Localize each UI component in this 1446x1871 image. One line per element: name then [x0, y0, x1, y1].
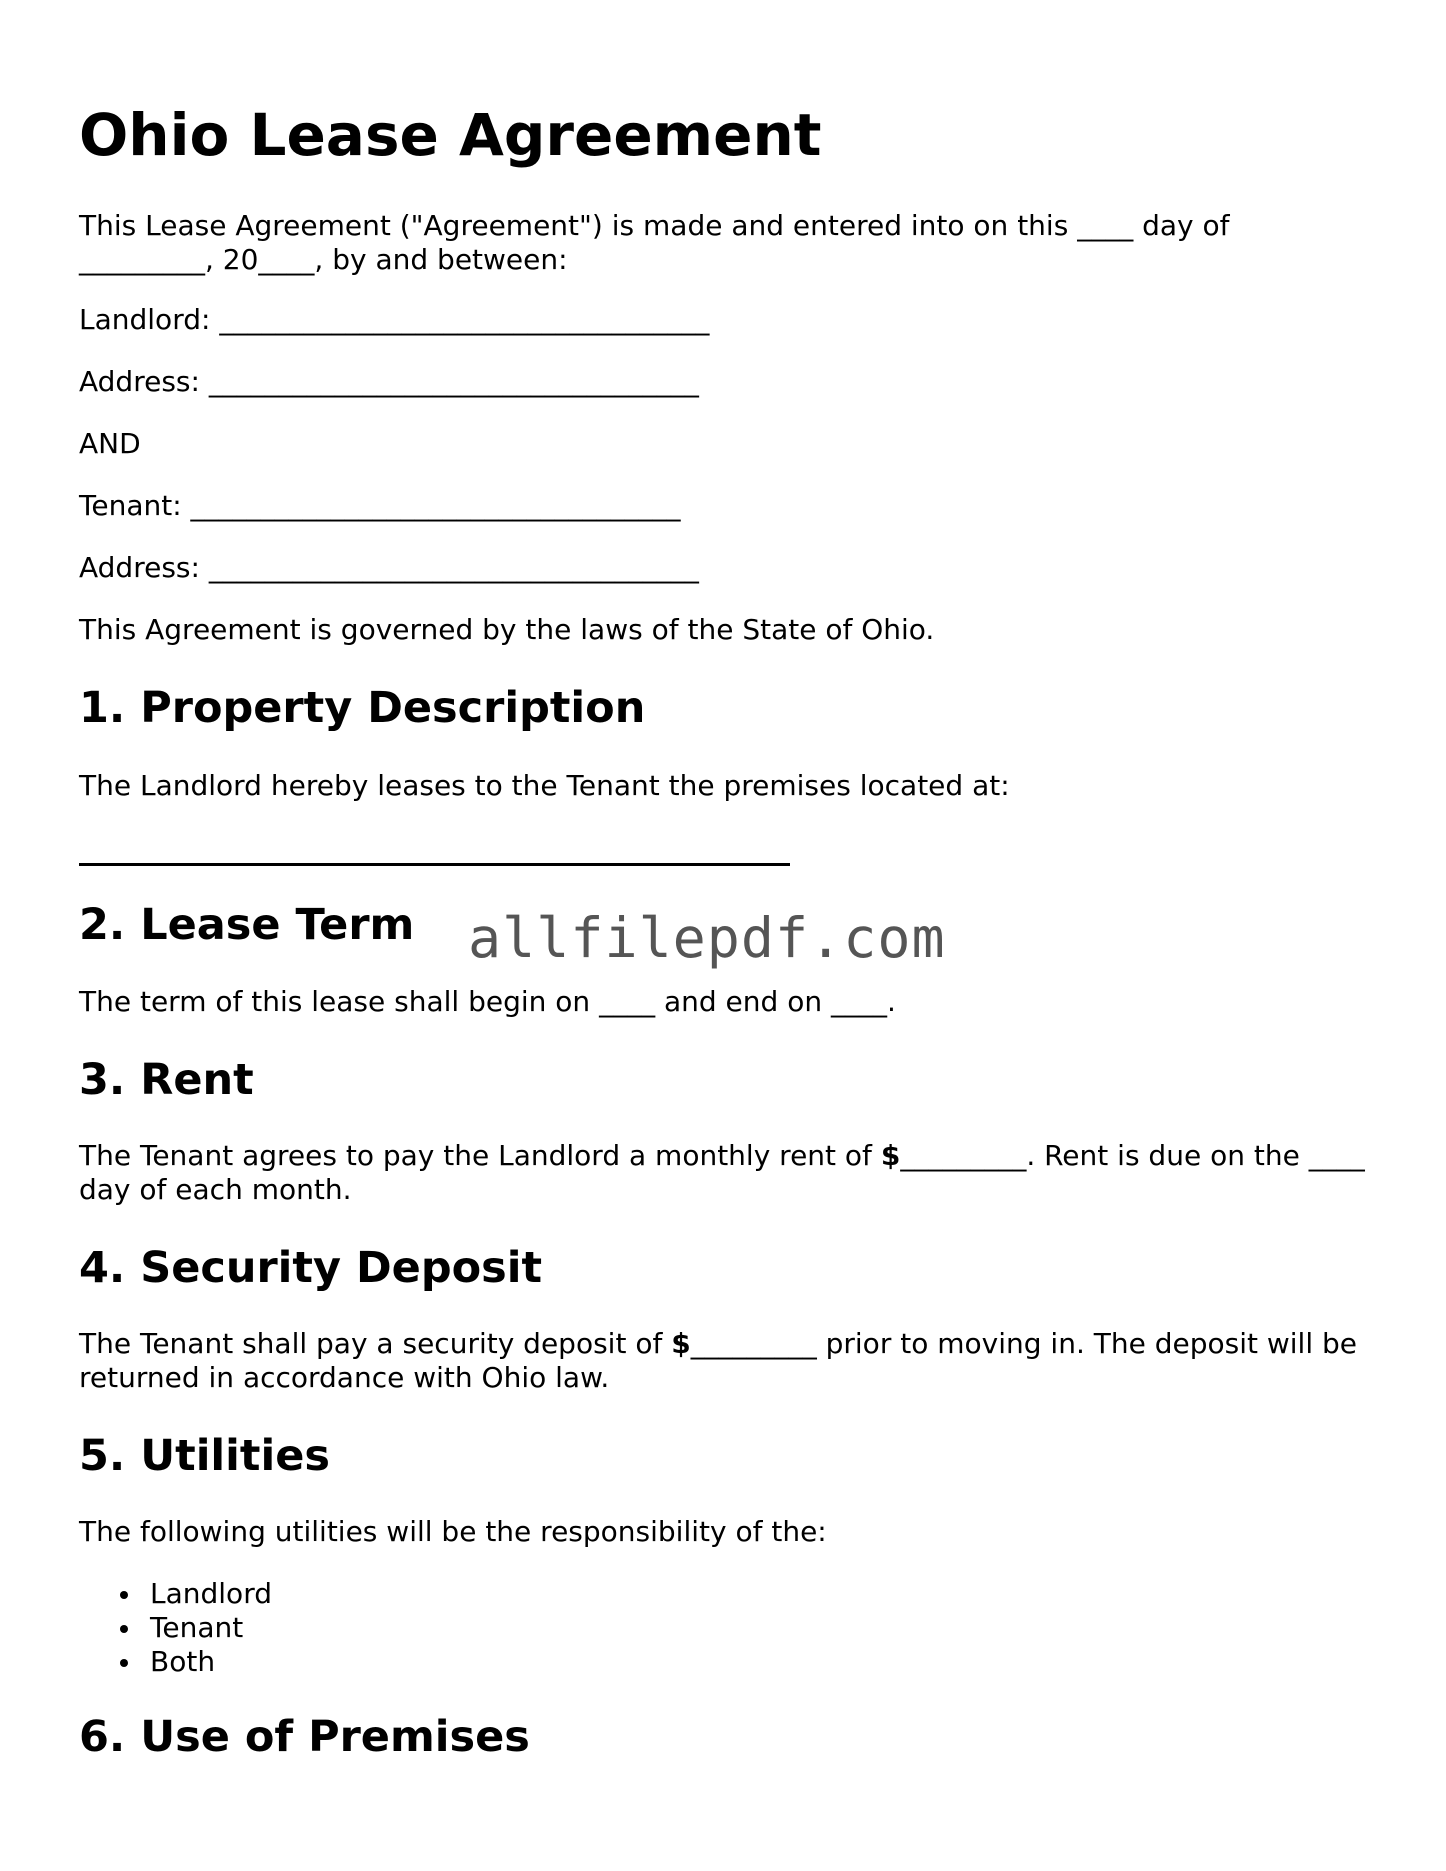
- tenant-address-line: Address: ___________________________________: [79, 551, 699, 584]
- and-text: AND: [79, 427, 141, 460]
- section-property-text: The Landlord hereby leases to the Tenant the premises located at:: [79, 769, 1010, 802]
- utility-option-landlord: Landlord: [150, 1577, 272, 1610]
- section-utilities-text: The following utilities will be the responsibility of the:: [79, 1515, 827, 1548]
- tenant-line: Tenant: ___________________________________: [79, 489, 681, 522]
- section-utilities-heading: 5. Utilities: [79, 1431, 330, 1481]
- section-deposit-text: [79, 1327, 1369, 1395]
- deposit-text-end: _________ prior to moving in. The deposit will be returned in accordance with Ohio law.: [79, 1327, 1358, 1394]
- rent-text-start: The Tenant agrees to pay the Landlord a monthly rent of: [79, 1139, 881, 1172]
- property-address-blank: [79, 863, 790, 866]
- section-rent-heading: 3. Rent: [79, 1055, 254, 1105]
- document-title: Ohio Lease Agreement: [79, 101, 822, 169]
- rent-dollar-sign: $: [880, 1139, 901, 1172]
- landlord-line: Landlord: ___________________________________: [79, 303, 710, 336]
- section-term-heading: 2. Lease Term: [79, 900, 415, 950]
- section-rent-text: [79, 1139, 1369, 1207]
- intro-paragraph: This Lease Agreement ("Agreement") is made and entered into on this ____ day of _________, 20____, by and between:: [79, 209, 1230, 276]
- utilities-options-list: [79, 1577, 272, 1679]
- rent-text-end: _________. Rent is due on the ____ day of each month.: [79, 1139, 1365, 1206]
- section-deposit-heading: 4. Security Deposit: [79, 1243, 543, 1293]
- section-property-heading: 1. Property Description: [79, 683, 646, 733]
- governing-law-text: This Agreement is governed by the laws of the State of Ohio.: [79, 613, 935, 646]
- section-use-heading: 6. Use of Premises: [79, 1712, 530, 1762]
- deposit-dollar-sign: $: [671, 1327, 691, 1360]
- landlord-address-line: Address: ___________________________________: [79, 365, 699, 398]
- deposit-text-start: The Tenant shall pay a security deposit of: [79, 1327, 672, 1360]
- utility-option-tenant: Tenant: [150, 1611, 272, 1645]
- utility-option-both: Both: [150, 1645, 272, 1679]
- section-term-text: The term of this lease shall begin on ____ and end on ____.: [79, 985, 896, 1018]
- watermark-text: allfilepdf.com: [468, 906, 946, 970]
